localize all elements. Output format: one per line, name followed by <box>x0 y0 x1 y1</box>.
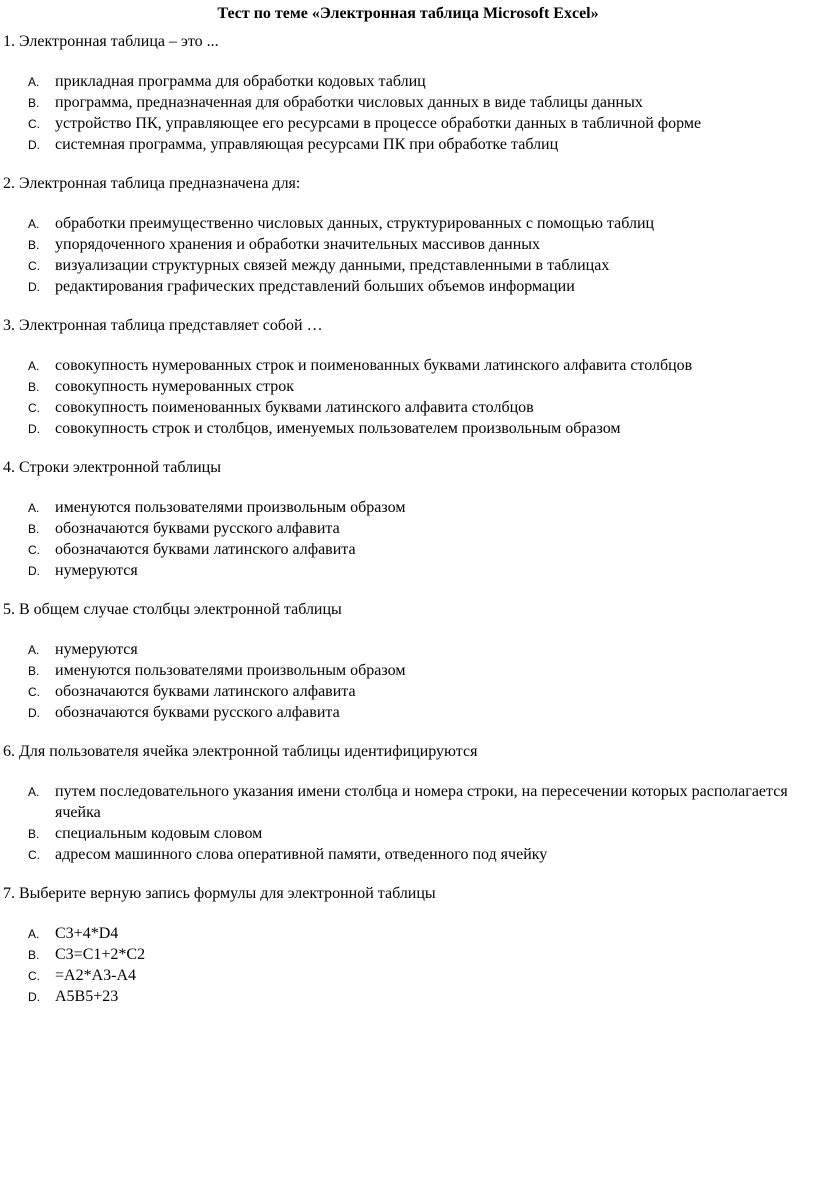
option-letter: A. <box>28 217 40 231</box>
answer-options <box>3 71 803 155</box>
answer-option <box>3 234 803 255</box>
answer-option <box>3 702 803 723</box>
option-text: совокупность поименованных буквами латинского алфавита столбцов <box>55 399 534 416</box>
answer-option <box>3 923 803 944</box>
option-text: нумеруются <box>55 562 138 579</box>
answer-option <box>3 113 803 134</box>
option-text: именуются пользователями произвольным образом <box>55 662 406 679</box>
answer-options <box>3 497 803 581</box>
question-text: 2. Электронная таблица предназначена для: <box>3 175 301 192</box>
option-text: путем последовательного указания имени столбца и номера строки, на пересечении которых располагается ячейка <box>55 783 788 821</box>
option-letter: C. <box>28 117 40 131</box>
option-letter: B. <box>28 380 40 394</box>
option-letter: C. <box>28 401 40 415</box>
question-7 <box>3 883 803 1007</box>
question-1 <box>3 31 803 155</box>
answer-option <box>3 376 803 397</box>
option-text: обозначаются буквами русского алфавита <box>55 704 340 721</box>
option-text: C3+4*D4 <box>55 925 119 942</box>
question-4 <box>3 457 803 581</box>
option-text: обработки преимущественно числовых данных, структурированных с помощью таблиц <box>55 215 655 232</box>
option-text: =A2*A3-A4 <box>55 967 137 984</box>
option-text: C3=C1+2*C2 <box>55 946 146 963</box>
question-text: 7. Выберите верную запись формулы для электронной таблицы <box>3 885 436 902</box>
option-text: обозначаются буквами латинского алфавита <box>55 683 356 700</box>
option-letter: B. <box>28 96 40 110</box>
answer-option <box>3 518 803 539</box>
answer-option <box>3 71 803 92</box>
answer-option <box>3 418 803 439</box>
option-letter: C. <box>28 543 40 557</box>
option-text: обозначаются буквами латинского алфавита <box>55 541 356 558</box>
option-letter: B. <box>28 522 40 536</box>
document-title: Тест по теме «Электронная таблица Microsoft Excel» <box>217 5 599 22</box>
option-letter: A. <box>28 927 40 941</box>
option-text: прикладная программа для обработки кодовых таблиц <box>55 73 426 90</box>
option-text: системная программа, управляющая ресурсами ПК при обработке таблиц <box>55 136 559 153</box>
option-text: A5B5+23 <box>55 988 119 1005</box>
option-text: обозначаются буквами русского алфавита <box>55 520 340 537</box>
option-letter: C. <box>28 685 40 699</box>
question-text: 6. Для пользователя ячейка электронной таблицы идентифицируются <box>3 743 478 760</box>
option-text: визуализации структурных связей между данными, представленными в таблицах <box>55 257 610 274</box>
answer-option <box>3 560 803 581</box>
answer-options <box>3 781 803 865</box>
answer-options <box>3 213 803 297</box>
answer-option <box>3 944 803 965</box>
answer-option <box>3 134 803 155</box>
option-text: редактирования графических представлений больших объемов информации <box>55 278 575 295</box>
answer-option <box>3 986 803 1007</box>
option-letter: D. <box>28 990 40 1004</box>
option-letter: C. <box>28 848 40 862</box>
answer-option <box>3 681 803 702</box>
option-letter: D. <box>28 138 40 152</box>
answer-option <box>3 497 803 518</box>
answer-options <box>3 639 803 723</box>
answer-option <box>3 539 803 560</box>
question-text: 4. Строки электронной таблицы <box>3 459 221 476</box>
option-letter: C. <box>28 969 40 983</box>
question-3 <box>3 315 803 439</box>
answer-option <box>3 639 803 660</box>
option-letter: D. <box>28 422 40 436</box>
answer-option <box>3 660 803 681</box>
question-5 <box>3 599 803 723</box>
option-text: нумеруются <box>55 641 138 658</box>
option-letter: A. <box>28 643 40 657</box>
answer-option <box>3 276 803 297</box>
option-text: совокупность нумерованных строк и поименованных буквами латинского алфавита столбцов <box>55 357 693 374</box>
option-text: специальным кодовым словом <box>55 825 263 842</box>
option-text: устройство ПК, управляющее его ресурсами в процессе обработки данных в табличной форме <box>55 115 702 132</box>
answer-options <box>3 355 803 439</box>
option-text: совокупность строк и столбцов, именуемых пользователем произвольным образом <box>55 420 621 437</box>
answer-options <box>3 923 803 1007</box>
answer-option <box>3 781 803 823</box>
option-letter: B. <box>28 827 40 841</box>
answer-option <box>3 355 803 376</box>
question-text: 3. Электронная таблица представляет собой … <box>3 317 323 334</box>
option-text: именуются пользователями произвольным образом <box>55 499 406 516</box>
option-letter: B. <box>28 664 40 678</box>
answer-option <box>3 844 803 865</box>
question-6 <box>3 741 803 865</box>
answer-option <box>3 397 803 418</box>
option-letter: C. <box>28 259 40 273</box>
option-letter: D. <box>28 564 40 578</box>
option-text: программа, предназначенная для обработки числовых данных в виде таблицы данных <box>55 94 643 111</box>
question-text: 1. Электронная таблица – это ... <box>3 33 219 50</box>
option-letter: A. <box>28 785 40 799</box>
option-letter: D. <box>28 706 40 720</box>
option-letter: A. <box>28 501 40 515</box>
answer-option <box>3 823 803 844</box>
question-2 <box>3 173 803 297</box>
option-letter: A. <box>28 75 40 89</box>
option-text: упорядоченного хранения и обработки значительных массивов данных <box>55 236 541 253</box>
answer-option <box>3 92 803 113</box>
answer-option <box>3 255 803 276</box>
question-list <box>3 31 803 1025</box>
option-text: совокупность нумерованных строк <box>55 378 294 395</box>
option-letter: B. <box>28 238 40 252</box>
question-text: 5. В общем случае столбцы электронной таблицы <box>3 601 342 618</box>
answer-option <box>3 213 803 234</box>
answer-option <box>3 965 803 986</box>
option-letter: D. <box>28 280 40 294</box>
option-letter: B. <box>28 948 40 962</box>
option-text: адресом машинного слова оперативной памяти, отведенного под ячейку <box>55 846 548 863</box>
option-letter: A. <box>28 359 40 373</box>
